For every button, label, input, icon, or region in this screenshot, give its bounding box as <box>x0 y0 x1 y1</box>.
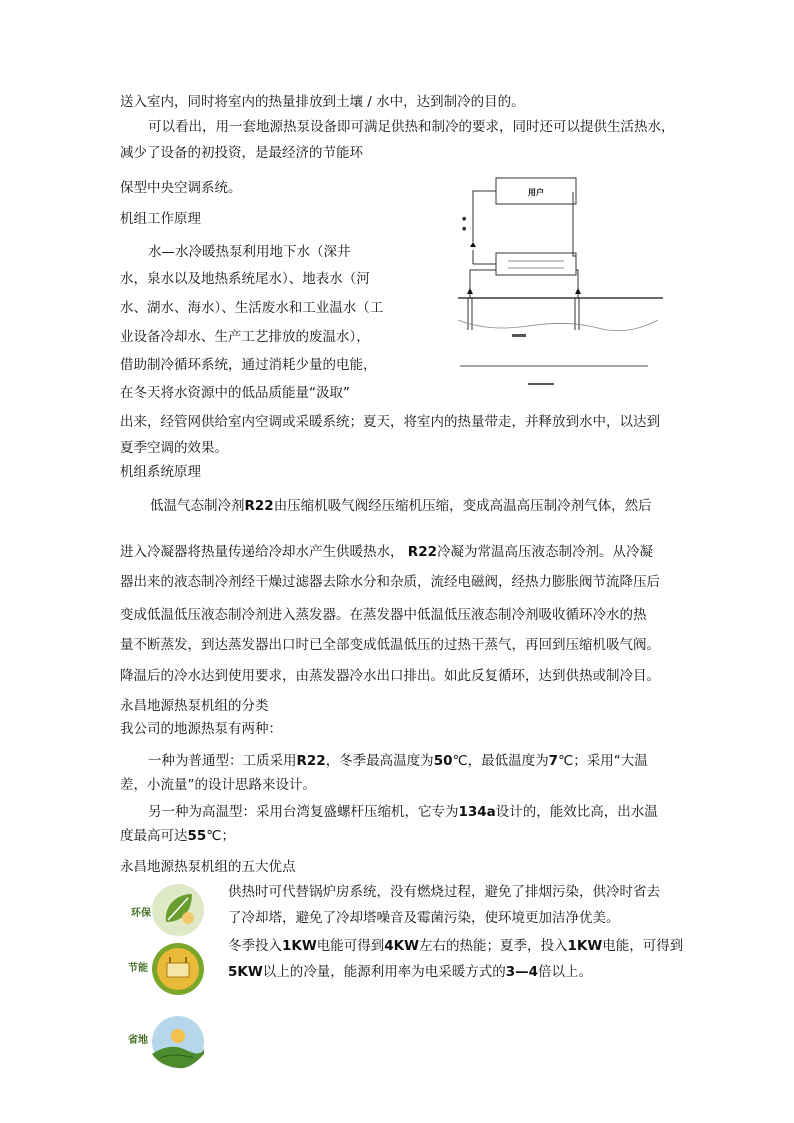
working-line1: 水—水冷暖热泵利用地下水（深井 <box>148 244 351 260</box>
env-label: 环保 <box>131 908 151 919</box>
para-intro-line1: 送入室内，同时将室内的热量排放到土壤 / 水中，达到制冷的目的。 <box>120 94 525 110</box>
working-line4: 业设备冷却水、生产工艺排放的废温水）， <box>120 329 370 345</box>
landscape-icon <box>150 1014 206 1070</box>
heading-classification: 永昌地源热泵机组的分类 <box>120 698 269 714</box>
leaf-icon <box>150 882 206 938</box>
working-line3: 水、湖水、海水）、生活废水和工业温水（工 <box>120 300 384 316</box>
para-summary-line3: 保型中央空调系统。 <box>120 180 242 196</box>
svg-text:●: ● <box>462 216 467 222</box>
advantage-env-line2: 了冷却塔，避免了冷却塔噪音及霉菌污染，使环境更加洁净优美。 <box>228 910 620 926</box>
system-line6: 降温后的冷水达到使用要求，由蒸发器冷水出口排出。如此反复循环，达到供热或制冷目。 <box>120 668 660 684</box>
heading-working-principle: 机组工作原理 <box>120 211 201 227</box>
working-line8: 夏季空调的效果。 <box>120 440 228 456</box>
classification-standard: 一种为普通型：工质采用R22，冬季最高温度为50℃，最低温度为7℃；采用“大温 <box>148 753 648 769</box>
working-line6: 在冬天将水资源中的低品质能量“汲取” <box>120 385 350 401</box>
advantage-save-line1: 冬季投入1KW电能可得到4KW左右的热能；夏季，投入1KW电能，可得到 <box>228 938 684 954</box>
save-label: 节能 <box>128 963 148 974</box>
system-line2: 进入冷凝器将热量传递给冷却水产生供暖热水， R22冷凝为常温高压液态制冷剂。从冷凝 <box>120 544 653 560</box>
working-line7: 出来，经管网供给室内空调或采暖系统；夏天，将室内的热量带走，并释放到水中，以达到 <box>120 414 660 430</box>
heat-pump-diagram <box>448 170 668 395</box>
para-summary-line1: 可以看出，用一套地源热泵设备即可满足供热和制冷的要求，同时还可以提供生活热水， <box>148 119 675 135</box>
system-line4: 变成低温低压液态制冷剂进入蒸发器。在蒸发器中低温低压液态制冷剂吸收循环冷水的热 <box>120 607 647 623</box>
heading-system-principle: 机组系统原理 <box>120 464 201 480</box>
classification-hightemp: 另一种为高温型：采用台湾复盛螺杆压缩机，它专为134a设计的，能效比高，出水温 <box>148 804 658 820</box>
heat-pump-box <box>496 253 576 275</box>
working-line2: 水，泉水以及地热系统尾水）、地表水（河 <box>120 271 370 287</box>
energy-icon <box>150 941 206 997</box>
land-label: 省地 <box>128 1035 148 1046</box>
heading-advantages: 永昌地源热泵机组的五大优点 <box>120 859 296 875</box>
system-line1: 低温气态制冷剂R22由压缩机吸气阀经压缩机压缩，变成高温高压制冷剂气体，然后 <box>150 498 652 514</box>
advantage-env-line1: 供热时可代替锅炉房系统，没有燃烧过程，避免了排烟污染，供冷时省去 <box>228 884 660 900</box>
user-label: 用户 <box>528 188 544 197</box>
system-line3: 器出来的液态制冷剂经干燥过滤器去除水分和杂质，流经电磁阀，经热力膨胀阀节流降压后 <box>120 574 660 590</box>
svg-text:●: ● <box>462 226 467 232</box>
classification-intro: 我公司的地源热泵有两种： <box>120 721 282 737</box>
working-line5: 借助制冷循环系统，通过消耗少量的电能， <box>120 357 377 373</box>
system-line5: 量不断蒸发，到达蒸发器出口时已全部变成低温低压的过热干蒸气，再回到压缩机吸气阀。 <box>120 637 660 653</box>
advantage-save-line2: 5KW以上的冷量，能源利用率为电采暖方式的3—4倍以上。 <box>228 964 593 980</box>
para-summary-line2: 减少了设备的初投资，是最经济的节能环 <box>120 145 363 161</box>
classification-standard-line2: 差，小流量”的设计思路来设计。 <box>120 777 316 793</box>
classification-hightemp-line2: 度最高可达55℃； <box>120 828 235 844</box>
